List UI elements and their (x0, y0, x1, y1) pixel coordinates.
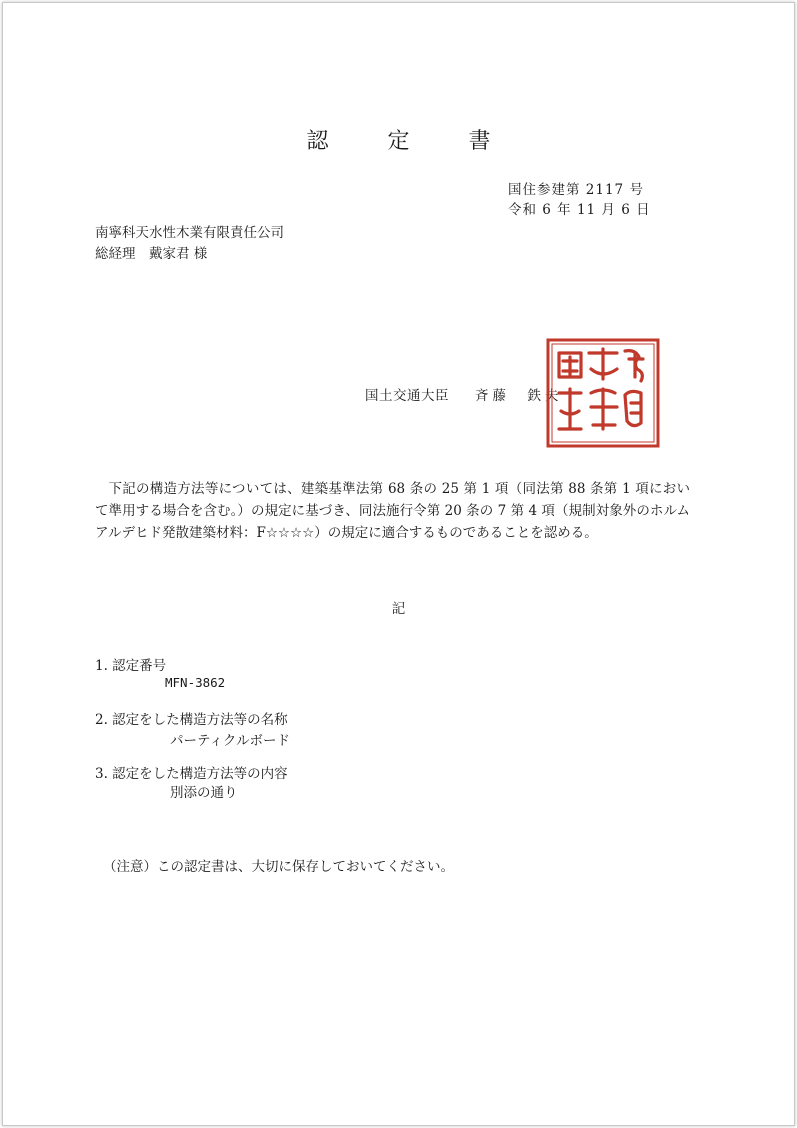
item-1-heading: 1. 認定番号 (95, 658, 167, 674)
document-number: 国住参建第 2117 号 (508, 182, 644, 198)
item-3-value: 別添の通り (170, 785, 238, 801)
recipient-company: 南寧科天水性木業有限責任公司 (95, 225, 284, 241)
document-page (2, 2, 795, 1126)
document-date: 令和 6 年 11 月 6 日 (508, 202, 651, 218)
issuer-name: 斉藤 鉄夫 (475, 388, 563, 404)
item-3-heading: 3. 認定をした構造方法等の内容 (95, 766, 288, 782)
recipient-person: 総経理 戴家君 様 (95, 246, 208, 262)
official-seal-stamp (545, 337, 661, 449)
issuer-line (365, 384, 563, 404)
ki-heading: 記 (391, 601, 406, 617)
issuer-title: 国土交通大臣 (365, 388, 449, 404)
item-2-heading: 2. 認定をした構造方法等の名称 (95, 712, 288, 728)
caution-note: （注意）この認定書は、大切に保存しておいてください。 (103, 859, 454, 875)
item-2-value: パーティクルボード (170, 733, 291, 749)
certification-body-text: 下記の構造方法等については、建築基準法第 68 条の 25 第 1 項（同法第 88 条第 1 項において準用する場合を含む。）の規定に基づき、同法施行令第 20 条の 7 第 4 項（規制対象外のホルムアルデヒド発散建築材料：F☆☆☆☆）の規定に適合するものであることを認める。 (95, 481, 690, 541)
document-title: 認 定 書 (306, 129, 517, 154)
item-1-value: MFN-3862 (165, 675, 226, 690)
